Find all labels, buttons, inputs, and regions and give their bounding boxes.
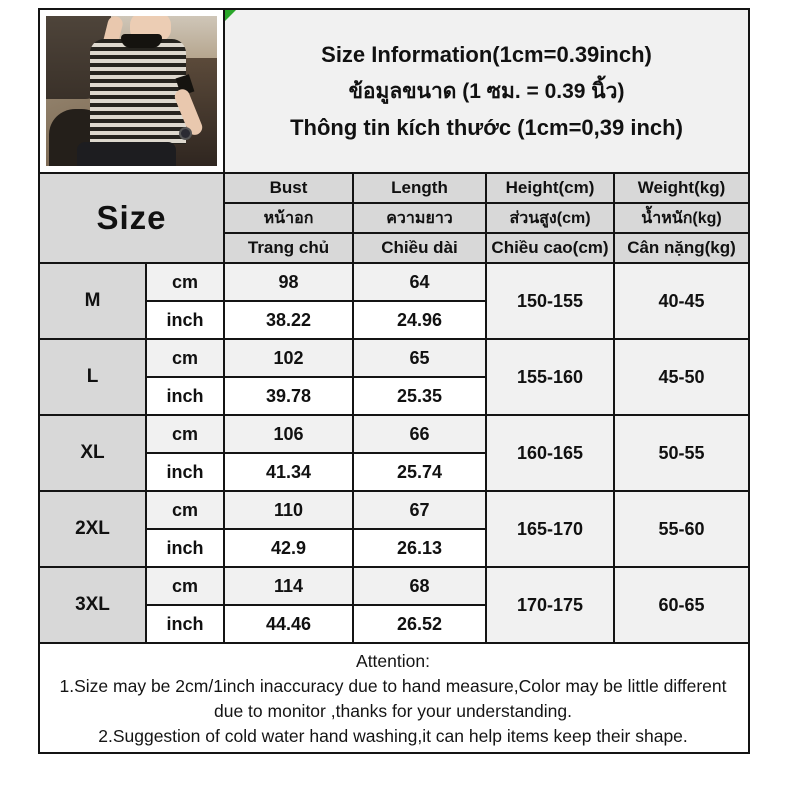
- size-chart-sheet: [38, 8, 748, 754]
- size-column-header: Size: [39, 173, 224, 263]
- col-header-length-th: ความยาว: [353, 203, 486, 233]
- unit-label-inch: inch: [146, 605, 224, 643]
- weight-range-value: 55-60: [614, 491, 749, 567]
- photo-dark-trousers: [77, 142, 176, 166]
- size-label-3xl: 3XL: [39, 567, 146, 643]
- title-english: Size Information(1cm=0.39inch): [321, 41, 652, 67]
- unit-label-inch: inch: [146, 377, 224, 415]
- col-header-weight-en: Weight(kg): [614, 173, 749, 203]
- col-header-bust-en: Bust: [224, 173, 353, 203]
- table-row-l-cm: [39, 339, 749, 377]
- col-header-bust-th: หน้าอก: [224, 203, 353, 233]
- bust-cm-value: 114: [224, 567, 353, 605]
- col-header-height-vi: Chiều cao(cm): [486, 233, 614, 263]
- size-label-l: L: [39, 339, 146, 415]
- bust-inch-value: 41.34: [224, 453, 353, 491]
- size-label-xl: XL: [39, 415, 146, 491]
- weight-range-value: 50-55: [614, 415, 749, 491]
- length-cm-value: 64: [353, 263, 486, 301]
- length-inch-value: 24.96: [353, 301, 486, 339]
- title-thai: ข้อมูลขนาด (1 ซม. = 0.39 นิ้ว): [348, 79, 625, 103]
- height-range-value: 165-170: [486, 491, 614, 567]
- length-inch-value: 25.35: [353, 377, 486, 415]
- bust-cm-value: 110: [224, 491, 353, 529]
- photo-striped-polo-shirt: [90, 39, 186, 144]
- height-range-value: 155-160: [486, 339, 614, 415]
- weight-range-value: 60-65: [614, 567, 749, 643]
- weight-range-value: 40-45: [614, 263, 749, 339]
- title-cell: [224, 9, 749, 173]
- table-row-3xl-cm: [39, 567, 749, 605]
- attention-heading: Attention:: [356, 651, 430, 672]
- col-header-height-th: ส่วนสูง(cm): [486, 203, 614, 233]
- col-header-bust-vi: Trang chủ: [224, 233, 353, 263]
- height-range-value: 170-175: [486, 567, 614, 643]
- col-header-length-en: Length: [353, 173, 486, 203]
- green-corner-flag-icon: [225, 10, 236, 21]
- size-table: [38, 8, 750, 754]
- photo-polo-collar: [121, 34, 162, 48]
- bust-cm-value: 102: [224, 339, 353, 377]
- size-label-m: M: [39, 263, 146, 339]
- unit-label-cm: cm: [146, 263, 224, 301]
- length-cm-value: 66: [353, 415, 486, 453]
- col-header-length-vi: Chiều dài: [353, 233, 486, 263]
- attention-row: [39, 643, 749, 753]
- page-title: [225, 42, 748, 141]
- col-header-weight-th: น้ำหนัก(kg): [614, 203, 749, 233]
- unit-label-cm: cm: [146, 339, 224, 377]
- table-row-2xl-cm: [39, 491, 749, 529]
- product-photo: [46, 16, 217, 166]
- unit-label-cm: cm: [146, 567, 224, 605]
- product-photo-cell: [39, 9, 224, 173]
- header-row-english: [39, 173, 749, 203]
- size-label-2xl: 2XL: [39, 491, 146, 567]
- table-row-m-cm: [39, 263, 749, 301]
- bust-cm-value: 98: [224, 263, 353, 301]
- length-cm-value: 65: [353, 339, 486, 377]
- unit-label-cm: cm: [146, 491, 224, 529]
- bust-inch-value: 39.78: [224, 377, 353, 415]
- attention-box: [39, 643, 749, 753]
- unit-label-inch: inch: [146, 453, 224, 491]
- col-header-height-en: Height(cm): [486, 173, 614, 203]
- length-inch-value: 26.52: [353, 605, 486, 643]
- table-row-xl-cm: [39, 415, 749, 453]
- unit-label-inch: inch: [146, 529, 224, 567]
- top-banner-row: [39, 9, 749, 173]
- attention-note-2: 2.Suggestion of cold water hand washing,it can help items keep their shape.: [98, 725, 688, 746]
- bust-inch-value: 38.22: [224, 301, 353, 339]
- bust-cm-value: 106: [224, 415, 353, 453]
- title-vietnamese: Thông tin kích thước (1cm=0,39 inch): [290, 114, 683, 140]
- bust-inch-value: 44.46: [224, 605, 353, 643]
- length-inch-value: 25.74: [353, 453, 486, 491]
- unit-label-cm: cm: [146, 415, 224, 453]
- height-range-value: 160-165: [486, 415, 614, 491]
- weight-range-value: 45-50: [614, 339, 749, 415]
- height-range-value: 150-155: [486, 263, 614, 339]
- unit-label-inch: inch: [146, 301, 224, 339]
- attention-note-1: 1.Size may be 2cm/1inch inaccuracy due to hand measure,Color may be little different due to monitor ,thanks for your understanding.: [59, 676, 727, 721]
- length-cm-value: 67: [353, 491, 486, 529]
- col-header-weight-vi: Cân nặng(kg): [614, 233, 749, 263]
- bust-inch-value: 42.9: [224, 529, 353, 567]
- length-cm-value: 68: [353, 567, 486, 605]
- length-inch-value: 26.13: [353, 529, 486, 567]
